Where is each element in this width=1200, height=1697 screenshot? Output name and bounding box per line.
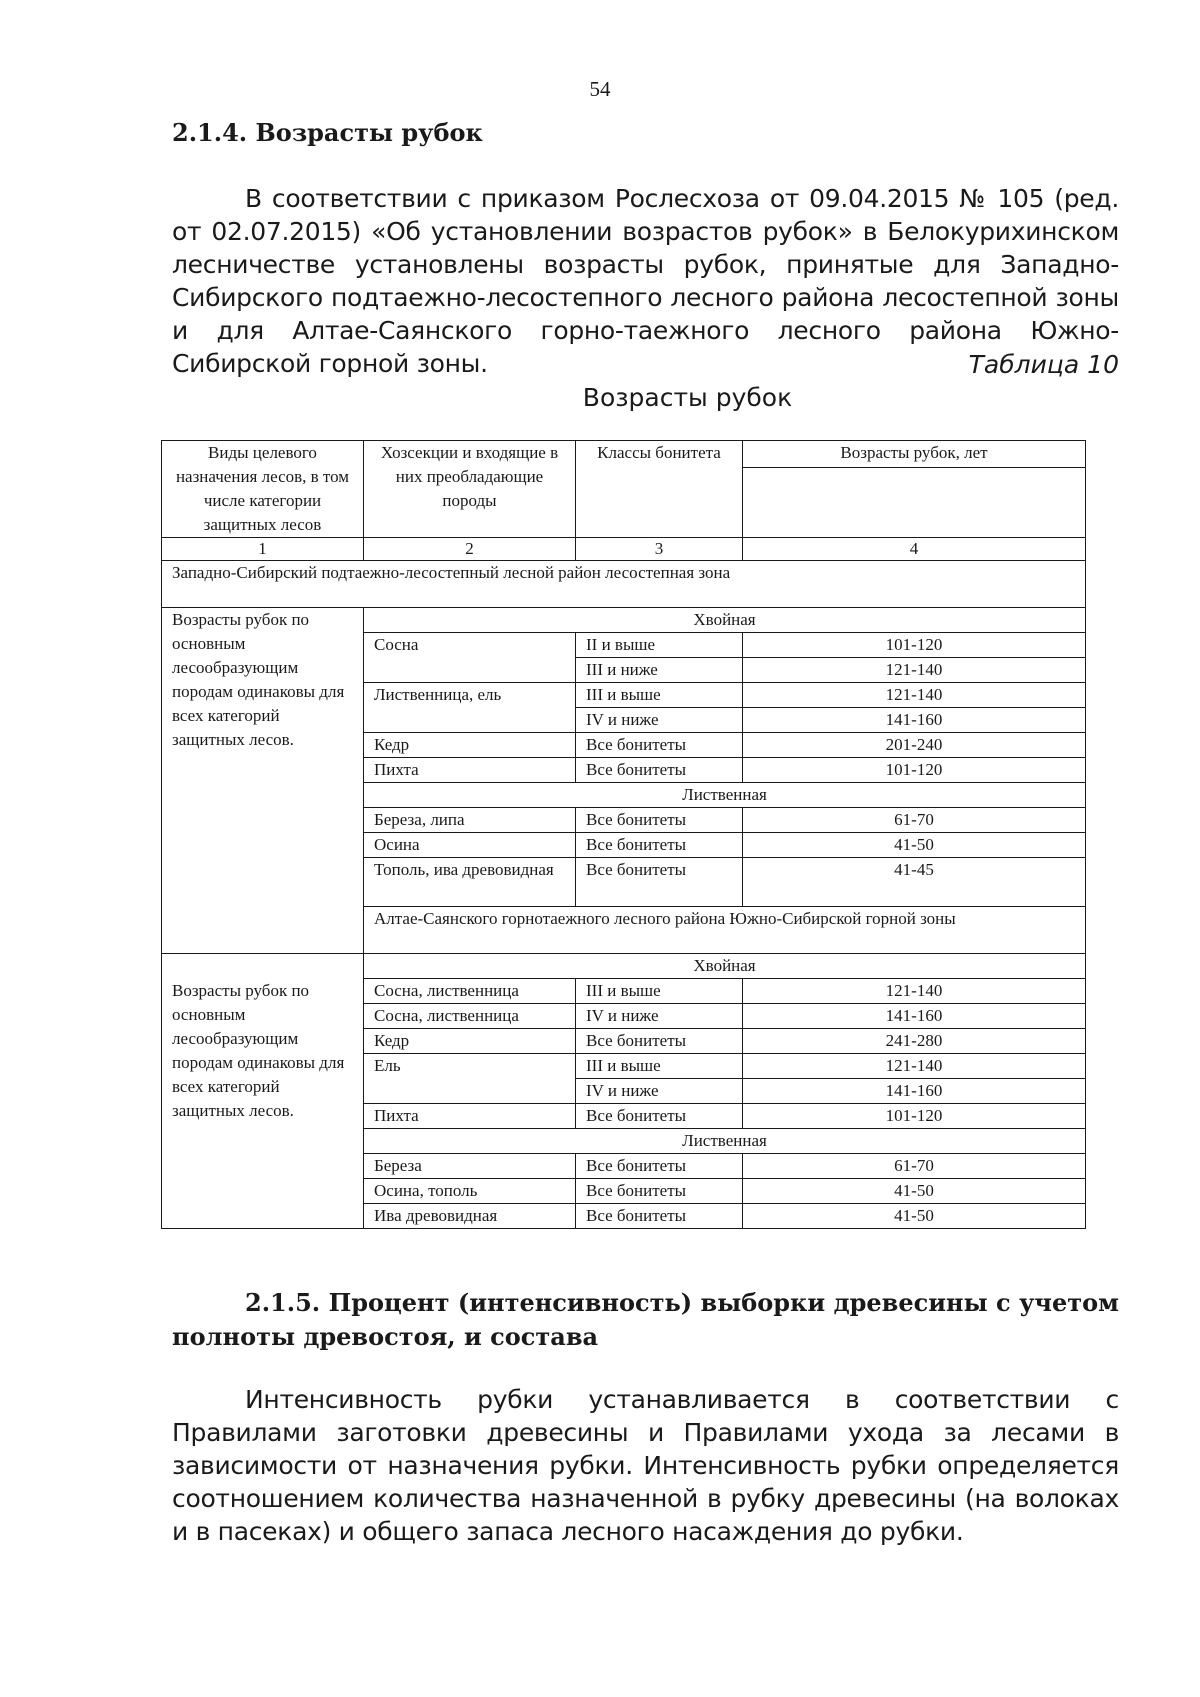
section-heading: 2.1.5. Процент (интенсивность) выборки древесины с учетом полноты древостоя, и состава [172,1288,1119,1351]
age-cell: 61-70 [743,808,1086,833]
site-class-cell: Все бонитеты [576,1154,743,1179]
site-class-cell: III и выше [576,683,743,708]
age-cell: 101-120 [743,758,1086,783]
site-class-cell: III и выше [576,1054,743,1079]
header-empty-cell [743,467,1086,537]
species-cell: Пихта [364,758,576,783]
column-number-row [162,538,1086,561]
age-cell: 101-120 [743,633,1086,658]
age-cell: 101-120 [743,1104,1086,1129]
cutting-ages-table [161,440,1086,1229]
table-header-row [162,441,1086,468]
age-cell: 121-140 [743,683,1086,708]
header-ages: Возрасты рубок, лет [743,441,1086,468]
species-cell: Сосна, лиственница [364,979,576,1004]
species-cell: Пихта [364,1104,576,1129]
group-label-deciduous: Лиственная [364,1129,1086,1154]
species-cell: Лиственница, ель [364,683,576,733]
site-class-cell: Все бонитеты [576,758,743,783]
site-class-cell: IV и ниже [576,1079,743,1104]
age-cell: 201-240 [743,733,1086,758]
species-cell: Осина [364,833,576,858]
site-class-cell: Все бонитеты [576,1029,743,1054]
table-title: Возрасты рубок [582,383,793,412]
purpose-cell: Возрасты рубок по основным лесообразующим породам одинаковы для всех категорий защитных лесов. [162,979,364,1229]
species-cell: Тополь, ива древовидная [364,858,576,907]
age-cell: 141-160 [743,1004,1086,1029]
age-cell: 141-160 [743,1079,1086,1104]
table-row [162,979,1086,1004]
column-number: 4 [743,538,1086,561]
site-class-cell: III и выше [576,979,743,1004]
group-label-conifer: Хвойная [364,954,1086,979]
region-name: Алтае-Саянского горнотаежного лесного района Южно-Сибирской горной зоны [364,907,1086,954]
site-class-cell: Все бонитеты [576,1204,743,1229]
species-cell: Ива древовидная [364,1204,576,1229]
site-class-cell: Все бонитеты [576,1104,743,1129]
group-label-deciduous: Лиственная [364,783,1086,808]
section-heading: 2.1.4. Возрасты рубок [172,118,483,147]
purpose-cell: Возрасты рубок по основным лесообразующим породам одинаковы для всех категорий защитных лесов. [162,608,364,954]
species-cell: Сосна, лиственница [364,1004,576,1029]
site-class-cell: Все бонитеты [576,1179,743,1204]
header-site-class: Классы бонитета [576,441,743,538]
species-cell: Ель [364,1054,576,1104]
age-cell: 41-45 [743,858,1086,907]
age-cell: 141-160 [743,708,1086,733]
site-class-cell: Все бонитеты [576,733,743,758]
species-cell: Осина, тополь [364,1179,576,1204]
site-class-cell: Все бонитеты [576,833,743,858]
group-label-conifer: Хвойная [364,608,1086,633]
region-name: Западно-Сибирский подтаежно-лесостепный лесной район лесостепная зона [162,561,1086,608]
column-number: 2 [364,538,576,561]
site-class-cell: Все бонитеты [576,858,743,907]
age-cell: 41-50 [743,1179,1086,1204]
species-cell: Кедр [364,733,576,758]
page-number: 54 [589,77,611,101]
age-cell: 41-50 [743,833,1086,858]
site-class-cell: III и ниже [576,658,743,683]
column-number: 1 [162,538,364,561]
region-row [162,561,1086,608]
body-paragraph: Интенсивность рубки устанавливается в соответствии с Правилами заготовки древесины и Правилами ухода за лесами в зависимости от назначения рубки. Интенсивность рубки определяется соотношением количества назначенной в рубку древесины (на волоках и в пасеках) и общего запаса лесного насаждения до рубки. [172,1385,1119,1546]
age-cell: 121-140 [743,979,1086,1004]
age-cell: 241-280 [743,1029,1086,1054]
header-purpose: Виды целевого назначения лесов, в том числе категории защитных лесов [162,441,364,538]
header-species: Хозсекции и входящие в них преобладающие породы [364,441,576,538]
column-number: 3 [576,538,743,561]
age-cell: 41-50 [743,1204,1086,1229]
site-class-cell: Все бонитеты [576,808,743,833]
empty-cell [162,954,364,979]
group-row [162,954,1086,979]
species-cell: Береза [364,1154,576,1179]
table-number: Таблица 10 [968,350,1119,379]
group-row [162,608,1086,633]
species-cell: Кедр [364,1029,576,1054]
species-cell: Береза, липа [364,808,576,833]
body-paragraph: В соответствии с приказом Рослесхоза от 09.04.2015 № 105 (ред. от 02.07.2015) «Об установлении возрастов рубок» в Белокурихинском лесничестве установлены возрасты рубок, принятые для Западно-Сибирского подтаежно-лесостепного лесного района лесостепной зоны и для Алтае-Саянского горно-таежного лесного района Южно-Сибирской горной зоны. [172,184,1119,378]
site-class-cell: IV и ниже [576,708,743,733]
age-cell: 121-140 [743,1054,1086,1079]
age-cell: 61-70 [743,1154,1086,1179]
age-cell: 121-140 [743,658,1086,683]
site-class-cell: IV и ниже [576,1004,743,1029]
site-class-cell: II и выше [576,633,743,658]
species-cell: Сосна [364,633,576,683]
